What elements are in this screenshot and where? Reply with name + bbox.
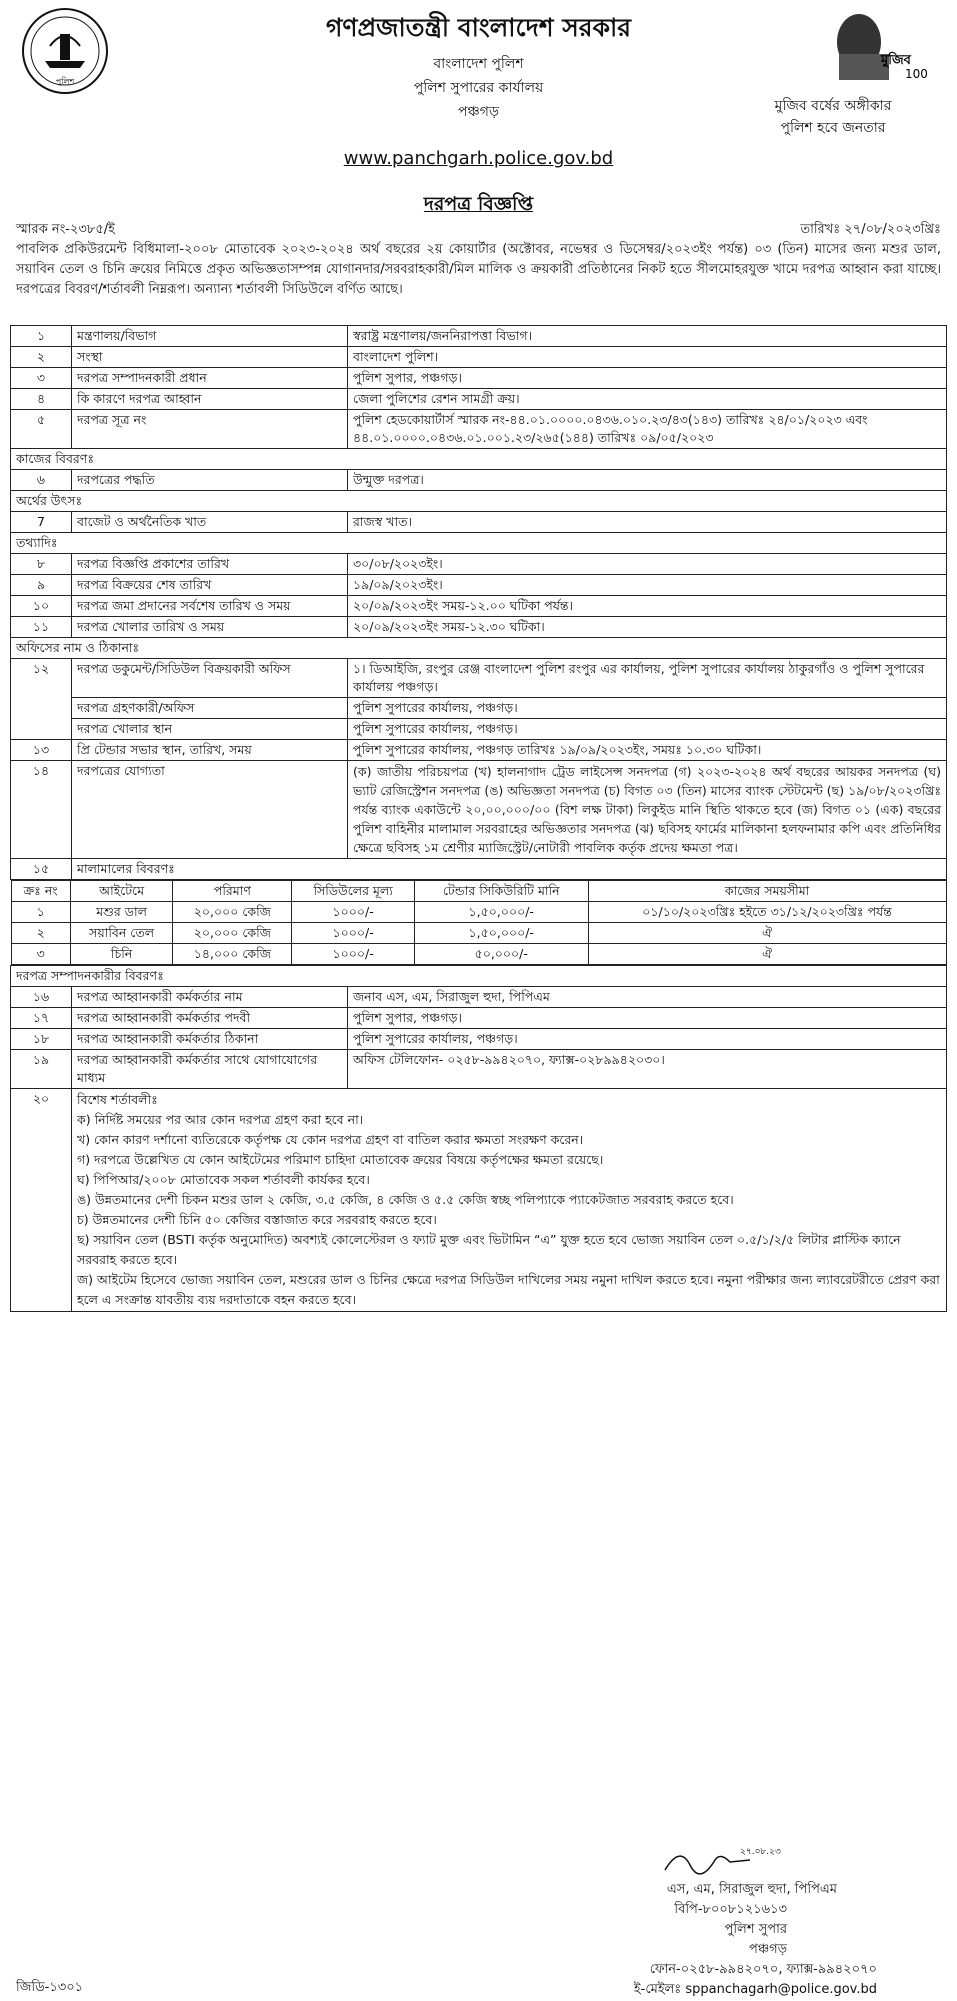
table-cell: ৮ — [11, 554, 72, 575]
table-row: ৬ দরপত্রের পদ্ধতি উন্মুক্ত দরপত্র। — [11, 470, 947, 491]
table-row: 7 বাজেট ও অর্থনৈতিক খাত রাজস্ব খাত। — [11, 512, 947, 533]
section-executor: দরপত্র সম্পাদনকারীর বিবরণঃ — [11, 966, 947, 987]
table-row — [11, 410, 947, 449]
header — [0, 0, 957, 185]
svg-text:100: 100 — [905, 67, 928, 81]
table-cell: দরপত্র আহ্বানকারী কর্মকর্তার পদবী — [72, 1008, 348, 1029]
item-row — [11, 923, 946, 944]
district-name: পঞ্চগড় — [458, 104, 499, 120]
notice-title: দরপত্র বিজ্ঞপ্তি — [423, 193, 534, 215]
govt-title: গণপ্রজাতন্ত্রী বাংলাদেশ সরকার — [326, 13, 631, 42]
table-cell: ১৯ — [11, 1050, 72, 1089]
items-header-cell: টেন্ডার সিকিউরিটি মানি — [414, 881, 588, 902]
section-fund: অর্থের উৎসঃ — [11, 491, 947, 512]
table-cell: ২০/০৯/২০২৩ইং সময়-১২.৩০ ঘটিকা। — [348, 617, 947, 638]
item-cell: ঐ — [588, 944, 946, 965]
table-row — [11, 368, 947, 389]
term-item: চ) উন্নতমানের দেশী চিনি ৫০ কেজির বস্তাজাত করে সরবরাহ করতে হবে। — [77, 1212, 437, 1227]
item-row — [11, 944, 946, 965]
items-header-cell: সিডিউলের মূল্য — [292, 881, 414, 902]
term-item: জ) আইটেম হিসেবে ভোজ্য সয়াবিন তেল, মশুরের ডাল ও চিনির ক্ষেত্রে দরপত্র সিডিউল দাখিলের সময় নমুনা দাখিল করতে হবে। নমুনা পরীক্ষার জন্য ল্যাবরেটরীতে প্রেরণ করা হলে এ সংক্রান্ত যাবতীয় ব্যয় দরদাতাকে বহন করতে হবে। — [77, 1272, 940, 1307]
item-cell: ১৪,০০০ কেজি — [173, 944, 292, 965]
svg-text:২৭.০৮.২৩: ২৭.০৮.২৩ — [740, 1847, 781, 1857]
table-row — [11, 389, 947, 410]
table-row: ২০ বিশেষ শর্তাবলীঃ ক) নির্দিষ্ট সময়ের পর আর কোন দরপত্র গ্রহণ করা হবে না। খ) কোন কারণ দর্শানো ব্যতিরেকে কর্তৃপক্ষ যে কোন দরপত্র গ্রহণ বা বাতিল করার ক্ষমতা সংরক্ষণ করেন। গ) দরপত্রে উল্লেখিত যে কোন আইটেমের পরিমাণ চাহিদা মোতাবেক ক্রয়ের বিষয়ে কর্তৃপক্ষের ক্ষমতা রয়েছে। ঘ) পিপিআর/২০০৮ মোতাবেক সকল শর্তাবলী কার্যকর হবে। ঙ) উন্নতমানের দেশী চিকন মশুর ডাল ২ কেজি, ৩.৫ কেজি, ৪ কেজি ও ৫.৫ কেজি স্বচ্ছ পলিপ্যাকে প্যাকেটজাত সরবরাহ করতে হবে। চ) উন্নতমানের দেশী চিনি ৫০ কেজির বস্তাজাত করে সরবরাহ করতে হবে। ছ) সয়াবিন তেল (BSTI কর্তৃক অনুমোদিত) অবশ্যই কোলেস্টেরল ও ফ্যাট মুক্ত এবং ভিটামিন “এ” যুক্ত হতে হবে ভোজ্য সয়াবিন তেল ০.৫/১/২/৫ লিটার প্লাস্টিক ক্যানে সরবরাহ করতে হবে। জ) আইটেম হিসেবে ভোজ্য সয়াবিন তেল, মশুরের ডাল ও চিনির ক্ষেত্রে দরপত্র সিডিউল দাখিলের সময় নমুনা দাখিল করতে হবে। নমুনা পরীক্ষার জন্য ল্যাবরেটরীতে প্রেরণ করা হলে এ সংক্রান্ত যাবতীয় ব্যয় দরদাতাকে বহন করতে হবে। — [11, 1089, 947, 1312]
svg-text:পুলিশ: পুলিশ — [55, 77, 75, 86]
item-cell: ২ — [11, 923, 70, 944]
section-work: কাজের বিবরণঃ — [11, 449, 947, 470]
item-cell: সয়াবিন তেল — [70, 923, 172, 944]
item-cell: ২০,০০০ কেজি — [173, 902, 292, 923]
table-cell: ১৮ — [11, 1029, 72, 1050]
signature-icon — [660, 1840, 790, 1880]
table-cell: ৩০/০৮/২০২৩ইং। — [348, 554, 947, 575]
office-name: পুলিশ সুপারের কার্যালয় — [413, 80, 544, 96]
table-cell: ৫ — [11, 410, 72, 449]
table-cell: দরপত্র খোলার তারিখ ও সময় — [72, 617, 348, 638]
table-row: দরপত্র গ্রহণকারী/অফিস পুলিশ সুপারের কার্যালয়, পঞ্চগড়। — [11, 698, 947, 719]
table-row: ১২ দরপত্র ডকুমেন্ট/সিডিউল বিক্রয়কারী অফিস ১। ডিআইজি, রংপুর রেঞ্জ বাংলাদেশ পুলিশ রংপুর এর কার্যালয়, পুলিশ সুপারের কার্যালয় ঠাকুরগাঁও ও পুলিশ সুপারের কার্যালয় পঞ্চগড়। — [11, 659, 947, 698]
table-row — [11, 554, 947, 575]
gd-number: জিডি-১৩০১ — [16, 1980, 84, 1995]
table-cell: স্বরাষ্ট্র মন্ত্রণালয়/জননিরাপত্তা বিভাগ। — [348, 326, 947, 347]
item-cell: ০১/১০/২০২৩খ্রিঃ হইতে ৩১/১২/২০২৩খ্রিঃ পর্যন্ত — [588, 902, 946, 923]
item-cell: চিনি — [70, 944, 172, 965]
item-cell: ৩ — [11, 944, 70, 965]
table-row — [11, 1029, 947, 1050]
svg-text:মুজিব: মুজিব — [881, 53, 911, 68]
term-item: গ) দরপত্রে উল্লেখিত যে কোন আইটেমের পরিমাণ চাহিদা মোতাবেক ক্রয়ের বিষয়ে কর্তৃপক্ষের ক্ষমতা রয়েছে। — [77, 1152, 604, 1167]
section-office: অফিসের নাম ও ঠিকানাঃ — [11, 638, 947, 659]
table-cell: জেলা পুলিশের রেশন সামগ্রী ক্রয়। — [348, 389, 947, 410]
table-row — [11, 347, 947, 368]
item-row — [11, 902, 946, 923]
section-info: তথ্যাদিঃ — [11, 533, 947, 554]
signatory-designation: পুলিশ সুপার — [724, 1922, 787, 1937]
memo-number: স্মারক নং-২৩৮৫/ই — [16, 222, 115, 237]
table-cell: ১০ — [11, 596, 72, 617]
table-cell: দরপত্র আহ্বানকারী কর্মকর্তার ঠিকানা — [72, 1029, 348, 1050]
table-cell: দরপত্র বিজ্ঞপ্তি প্রকাশের তারিখ — [72, 554, 348, 575]
item-cell: ১,৫০,০০০/- — [414, 923, 588, 944]
table-row: ১৩ প্রি টেন্ডার সভার স্থান, তারিখ, সময় পুলিশ সুপারের কার্যালয়, পঞ্চগড় তারিখঃ ১৯/০৯/২০২৩ইং, সময়ঃ ১০.৩০ ঘটিকা। — [11, 740, 947, 761]
items-header-cell: পরিমাণ — [173, 881, 292, 902]
item-cell: ১,৫০,০০০/- — [414, 902, 588, 923]
items-table — [11, 880, 947, 965]
item-cell: ১০০০/- — [292, 923, 414, 944]
table-cell: দরপত্র সম্পাদনকারী প্রধান — [72, 368, 348, 389]
table-cell: দরপত্র বিক্রয়ের শেষ তারিখ — [72, 575, 348, 596]
term-item: ক) নির্দিষ্ট সময়ের পর আর কোন দরপত্র গ্রহণ করা হবে না। — [77, 1112, 364, 1127]
signatory-phone: ফোন-০২৫৮-৯৯৪২০৭০, ফ্যাক্স-৯৯৪২০৭০ — [649, 1962, 877, 1977]
term-item: খ) কোন কারণ দর্শানো ব্যতিরেকে কর্তৃপক্ষ যে কোন দরপত্র গ্রহণ বা বাতিল করার ক্ষমতা সংরক্ষণ করেন। — [77, 1132, 584, 1147]
table-row — [11, 596, 947, 617]
term-item: ঙ) উন্নতমানের দেশী চিকন মশুর ডাল ২ কেজি, ৩.৫ কেজি, ৪ কেজি ও ৫.৫ কেজি স্বচ্ছ পলিপ্যাকে প্যাকেটজাত সরবরাহ করতে হবে। — [77, 1192, 734, 1207]
table-cell: পুলিশ সুপার, পঞ্চগড়। — [348, 1008, 947, 1029]
table-cell: অফিস টেলিফোন- ০২৫৮-৯৯৪২০৭০, ফ্যাক্স-০২৮৯৯৪২০৩০। — [348, 1050, 947, 1089]
table-cell: পুলিশ হেডকোয়ার্টার্স স্মারক নং-৪৪.০১.০০০০.০৪৩৬.০১০.২৩/৪৩(১৪৩) তারিখঃ ২৪/০১/২০২৩ এবং ৪৪.০১.০০০০.০৪৩৬.০১.০০১.২৩/২৬৫(১৪৪) তারিখঃ ০৯/০৫/২০২৩ — [348, 410, 947, 449]
items-header-cell: ক্রঃ নং — [11, 881, 70, 902]
table-row — [11, 575, 947, 596]
table-cell: দরপত্র সূত্র নং — [72, 410, 348, 449]
table-cell: ২০/০৯/২০২৩ইং সময়-১২.০০ ঘটিকা পর্যন্ত। — [348, 596, 947, 617]
signatory-email[interactable]: ই-মেইলঃ sppanchagarh@police.gov.bd — [633, 1982, 877, 1997]
table-row: দরপত্র খোলার স্থান পুলিশ সুপারের কার্যালয়, পঞ্চগড়। — [11, 719, 947, 740]
table-cell: ১৯/০৯/২০২৩ইং। — [348, 575, 947, 596]
notice-date: তারিখঃ ২৭/০৮/২০২৩খ্রিঃ — [800, 222, 941, 237]
term-item: ছ) সয়াবিন তেল (BSTI কর্তৃক অনুমোদিত) অবশ্যই কোলেস্টেরল ও ফ্যাট মুক্ত এবং ভিটামিন “এ” যুক্ত হতে হবে ভোজ্য সয়াবিন তেল ০.৫/১/২/৫ লিটার প্লাস্টিক ক্যানে সরবরাহ করতে হবে। — [77, 1232, 901, 1267]
table-cell: জনাব এস, এম, সিরাজুল হুদা, পিপিএম — [348, 987, 947, 1008]
table-cell: ১ — [11, 326, 72, 347]
signatory-district: পঞ্চগড় — [749, 1942, 787, 1957]
table-cell: মন্ত্রণালয়/বিভাগ — [72, 326, 348, 347]
table-cell: ৩ — [11, 368, 72, 389]
table-cell: ৪ — [11, 389, 72, 410]
item-cell: ঐ — [588, 923, 946, 944]
table-cell: সংস্থা — [72, 347, 348, 368]
table-row: ১৪ দরপত্রের যোগ্যতা (ক) জাতীয় পরিচয়পত্র (খ) হালনাগাদ ট্রেড লাইসেন্স সনদপত্র (গ) ২০২৩-২০২৪ অর্থ বছরের আয়কর সনদপত্র (ঘ) ভ্যাট রেজিস্ট্রেশন সনদপত্র (ঙ) অভিজ্ঞতা সনদপত্র (চ) বিগত ০৩ (তিন) মাসের ব্যাংক স্টেটমেন্ট (ছ) ১৯/০৮/২০২৩খ্রিঃ পর্যন্ত ব্যাংক একাউন্টে ২০,০০,০০০/০০ (বিশ লক্ষ টাকা) লিকুইড মানি স্থিতি থাকতে হবে (জ) বিগত ০১ (এক) বছরের পুলিশ বাহিনীর মালামাল সরবরাহের অভিজ্ঞতার সনদপত্র (ঝ) ছবিসহ ফার্মের মালিকানা হলফনামার কপি এবং প্রতিনিধির ক্ষেত্রে ছবিসহ ১ম শ্রেণীর ম্যাজিস্ট্রেট/নোটারী পাবলিক কর্তৃক প্রদেয় ক্ষমতা পত্র। — [11, 761, 947, 859]
item-cell: ২০,০০০ কেজি — [173, 923, 292, 944]
table-cell: ১৬ — [11, 987, 72, 1008]
slogan-line-1: মুজিব বর্ষের অঙ্গীকার — [774, 98, 892, 114]
tender-details-table — [10, 325, 947, 1312]
table-cell: ২ — [11, 347, 72, 368]
special-terms: বিশেষ শর্তাবলীঃ ক) নির্দিষ্ট সময়ের পর আর কোন দরপত্র গ্রহণ করা হবে না। খ) কোন কারণ দর্শানো ব্যতিরেকে কর্তৃপক্ষ যে কোন দরপত্র গ্রহণ বা বাতিল করার ক্ষমতা সংরক্ষণ করেন। গ) দরপত্রে উল্লেখিত যে কোন আইটেমের পরিমাণ চাহিদা মোতাবেক ক্রয়ের বিষয়ে কর্তৃপক্ষের ক্ষমতা রয়েছে। ঘ) পিপিআর/২০০৮ মোতাবেক সকল শর্তাবলী কার্যকর হবে। ঙ) উন্নতমানের দেশী চিকন মশুর ডাল ২ কেজি, ৩.৫ কেজি, ৪ কেজি ও ৫.৫ কেজি স্বচ্ছ পলিপ্যাকে প্যাকেটজাত সরবরাহ করতে হবে। চ) উন্নতমানের দেশী চিনি ৫০ কেজির বস্তাজাত করে সরবরাহ করতে হবে। ছ) সয়াবিন তেল (BSTI কর্তৃক অনুমোদিত) অবশ্যই কোলেস্টেরল ও ফ্যাট মুক্ত এবং ভিটামিন “এ” যুক্ত হতে হবে ভোজ্য সয়াবিন তেল ০.৫/১/২/৫ লিটার প্লাস্টিক ক্যানে সরবরাহ করতে হবে। জ) আইটেম হিসেবে ভোজ্য সয়াবিন তেল, মশুরের ডাল ও চিনির ক্ষেত্রে দরপত্র সিডিউল দাখিলের সময় নমুনা দাখিল করতে হবে। নমুনা পরীক্ষার জন্য ল্যাবরেটরীতে প্রেরণ করা হলে এ সংক্রান্ত যাবতীয় ব্যয় দরদাতাকে বহন করতে হবে। — [72, 1089, 947, 1312]
item-cell: ১০০০/- — [292, 902, 414, 923]
mujib-year-logo-icon — [819, 4, 929, 86]
intro-paragraph: পাবলিক প্রকিউরমেন্ট বিধিমালা-২০০৮ মোতাবেক ২০২৩-২০২৪ অর্থ বছরের ২য় কোয়ার্টার (অক্টোবর, নভেম্বর ও ডিসেম্বর/২০২৩ইং পর্যন্ত) ০৩ (তিন) মাসের জন্য মশুর ডাল, সয়াবিন তেল ও চিনি ক্রয়ের নিমিত্তে প্রকৃত অভিজ্ঞতাসম্পন্ন যোগানদার/সরবরাহকারী/মিল মালিক ও ক্রয়কারী প্রতিষ্ঠানের নিকট হতে সীলমোহরযুক্ত খামে দরপত্র আহ্বান করা যাচ্ছে। দরপত্রের বিবরণ/শর্তাবলী নিম্নরূপ। অন্যান্য শর্তাবলী সিডিউলে বর্ণিত আছে। — [16, 242, 941, 297]
table-row — [11, 987, 947, 1008]
table-row — [11, 1008, 947, 1029]
signatory-bp: বিপি-৮০০৮১২১৬১৩ — [674, 1902, 787, 1917]
table-cell: দরপত্র জমা প্রদানের সর্বশেষ তারিখ ও সময় — [72, 596, 348, 617]
table-row — [11, 1050, 947, 1089]
items-header-cell: আইটেমে — [70, 881, 172, 902]
table-cell: পুলিশ সুপার, পঞ্চগড়। — [348, 368, 947, 389]
table-cell: ১৭ — [11, 1008, 72, 1029]
org-name: বাংলাদেশ পুলিশ — [433, 56, 524, 72]
table-cell: কি কারণে দরপত্র আহ্বান — [72, 389, 348, 410]
website-link[interactable]: www.panchgarh.police.gov.bd — [343, 148, 614, 169]
signatory-name: এস, এম, সিরাজুল হুদা, পিপিএম — [666, 1882, 837, 1897]
table-cell: দরপত্র আহ্বানকারী কর্মকর্তার নাম — [72, 987, 348, 1008]
table-cell: ১১ — [11, 617, 72, 638]
item-cell: ৫০,০০০/- — [414, 944, 588, 965]
table-row — [11, 326, 947, 347]
table-row: ১৫ মালামালের বিবরণঃ — [11, 859, 947, 880]
item-cell: ১০০০/- — [292, 944, 414, 965]
items-header-cell: কাজের সময়সীমা — [588, 881, 946, 902]
item-cell: মশুর ডাল — [70, 902, 172, 923]
table-cell: পুলিশ সুপারের কার্যালয়, পঞ্চগড়। — [348, 1029, 947, 1050]
table-cell: ৯ — [11, 575, 72, 596]
slogan-line-2: পুলিশ হবে জনতার — [780, 120, 886, 136]
table-row — [11, 617, 947, 638]
term-item: ঘ) পিপিআর/২০০৮ মোতাবেক সকল শর্তাবলী কার্যকর হবে। — [77, 1172, 370, 1187]
table-cell: বাংলাদেশ পুলিশ। — [348, 347, 947, 368]
item-cell: ১ — [11, 902, 70, 923]
table-cell: দরপত্র আহ্বানকারী কর্মকর্তার সাথে যোগাযোগের মাধ্যম — [72, 1050, 348, 1089]
